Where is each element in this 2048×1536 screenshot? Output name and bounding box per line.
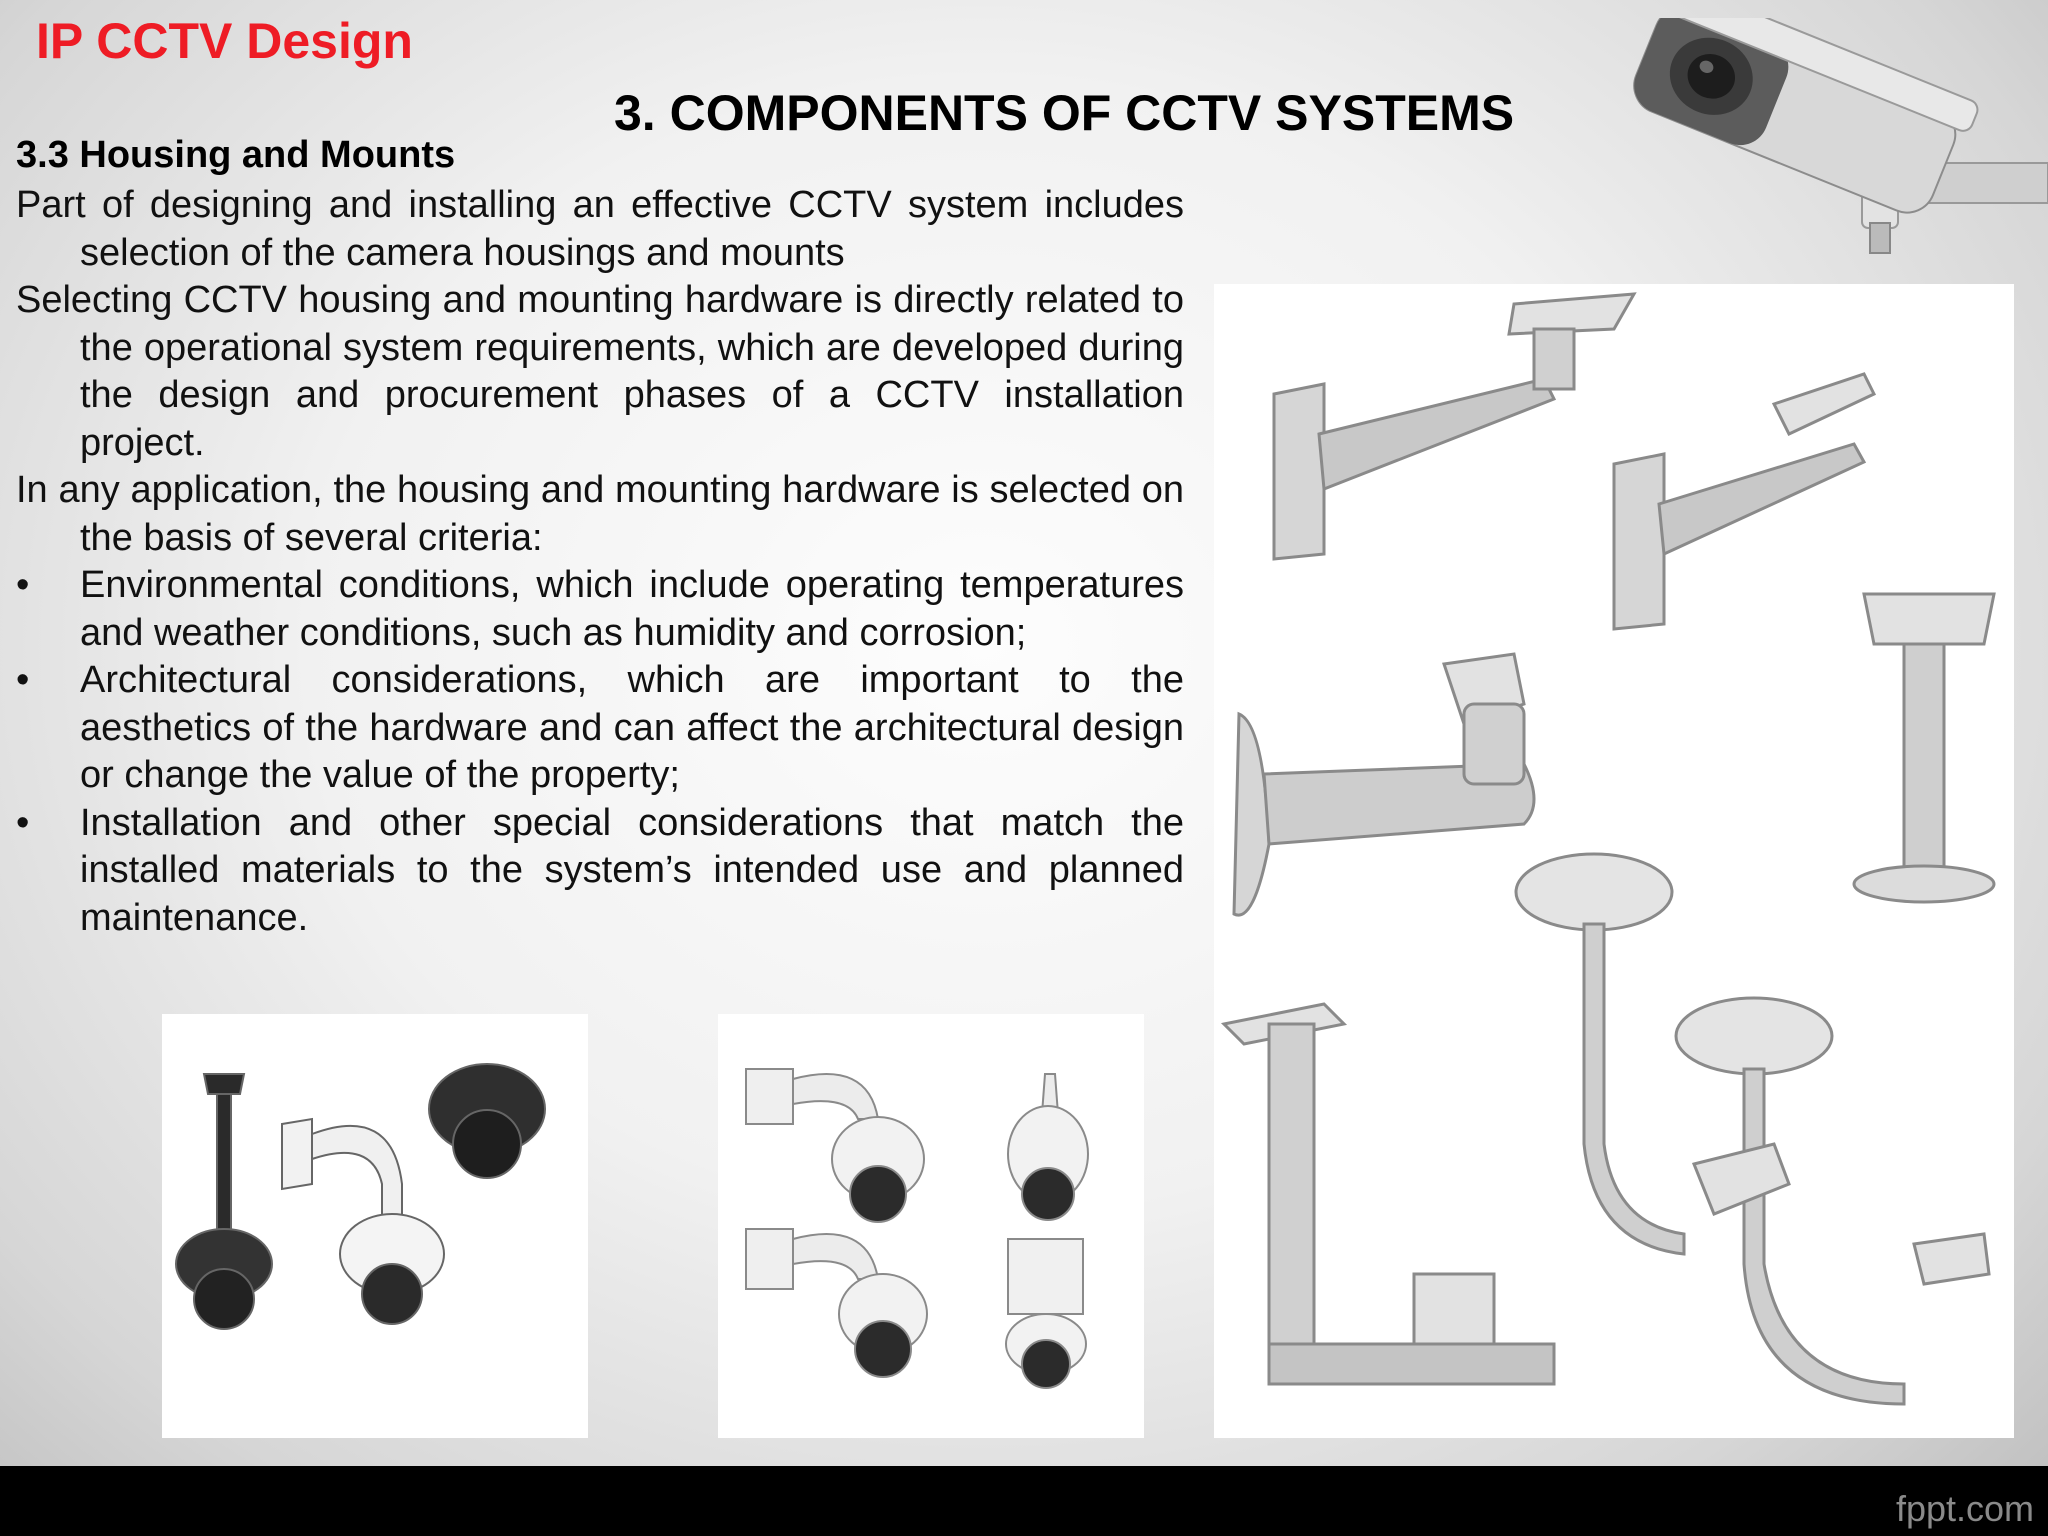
footer-watermark: fppt.com: [1895, 1488, 2034, 1529]
pendant-cameras-photo: [162, 1014, 588, 1438]
footer-bar: [0, 1466, 2048, 1536]
bullet-marker: •: [16, 659, 30, 701]
brand-title: IP CCTV Design: [36, 13, 413, 69]
bullet-marker: •: [16, 801, 30, 844]
paragraph: Part of designing and installing an effective CCTV system includes selection of the camera housings and mounts: [16, 184, 1184, 274]
dome-camera-icon: [718, 1014, 1144, 1438]
mounts-photo: [1214, 284, 2014, 1438]
bullet-item: [16, 657, 1184, 800]
bullet-text: Environmental conditions, which include operating temperatures and weather conditions, such as humidity and corrosion;: [80, 564, 1184, 654]
section-subheading: 3.3 Housing and Mounts: [16, 134, 456, 176]
wall-mount-bracket-icon: [1214, 284, 2014, 1438]
cctv-camera-icon: [1600, 18, 2048, 263]
slide-heading: 3. COMPONENTS OF CCTV SYSTEMS: [614, 85, 1515, 141]
bullet-item: [16, 562, 1184, 657]
bullet-item: [16, 800, 1184, 943]
pendant-mount-icon: [162, 1014, 588, 1438]
paragraph: Selecting CCTV housing and mounting hardware is directly related to the operational system requirements, which are developed during the design and procurement phases of a CCTV installation project.: [16, 279, 1184, 464]
paragraph: In any application, the housing and mounting hardware is selected on the basis of several criteria:: [16, 469, 1184, 559]
body-text: [16, 182, 1184, 942]
bullet-text: Architectural considerations, which are important to the aesthetics of the hardware and can affect the architectural design or change the value of the property;: [80, 659, 1184, 796]
dome-cameras-photo: [718, 1014, 1144, 1438]
bullet-marker: •: [16, 564, 30, 606]
bullet-text: Installation and other special considerations that match the installed materials to the system’s intended use and planned maintenance.: [80, 801, 1184, 939]
